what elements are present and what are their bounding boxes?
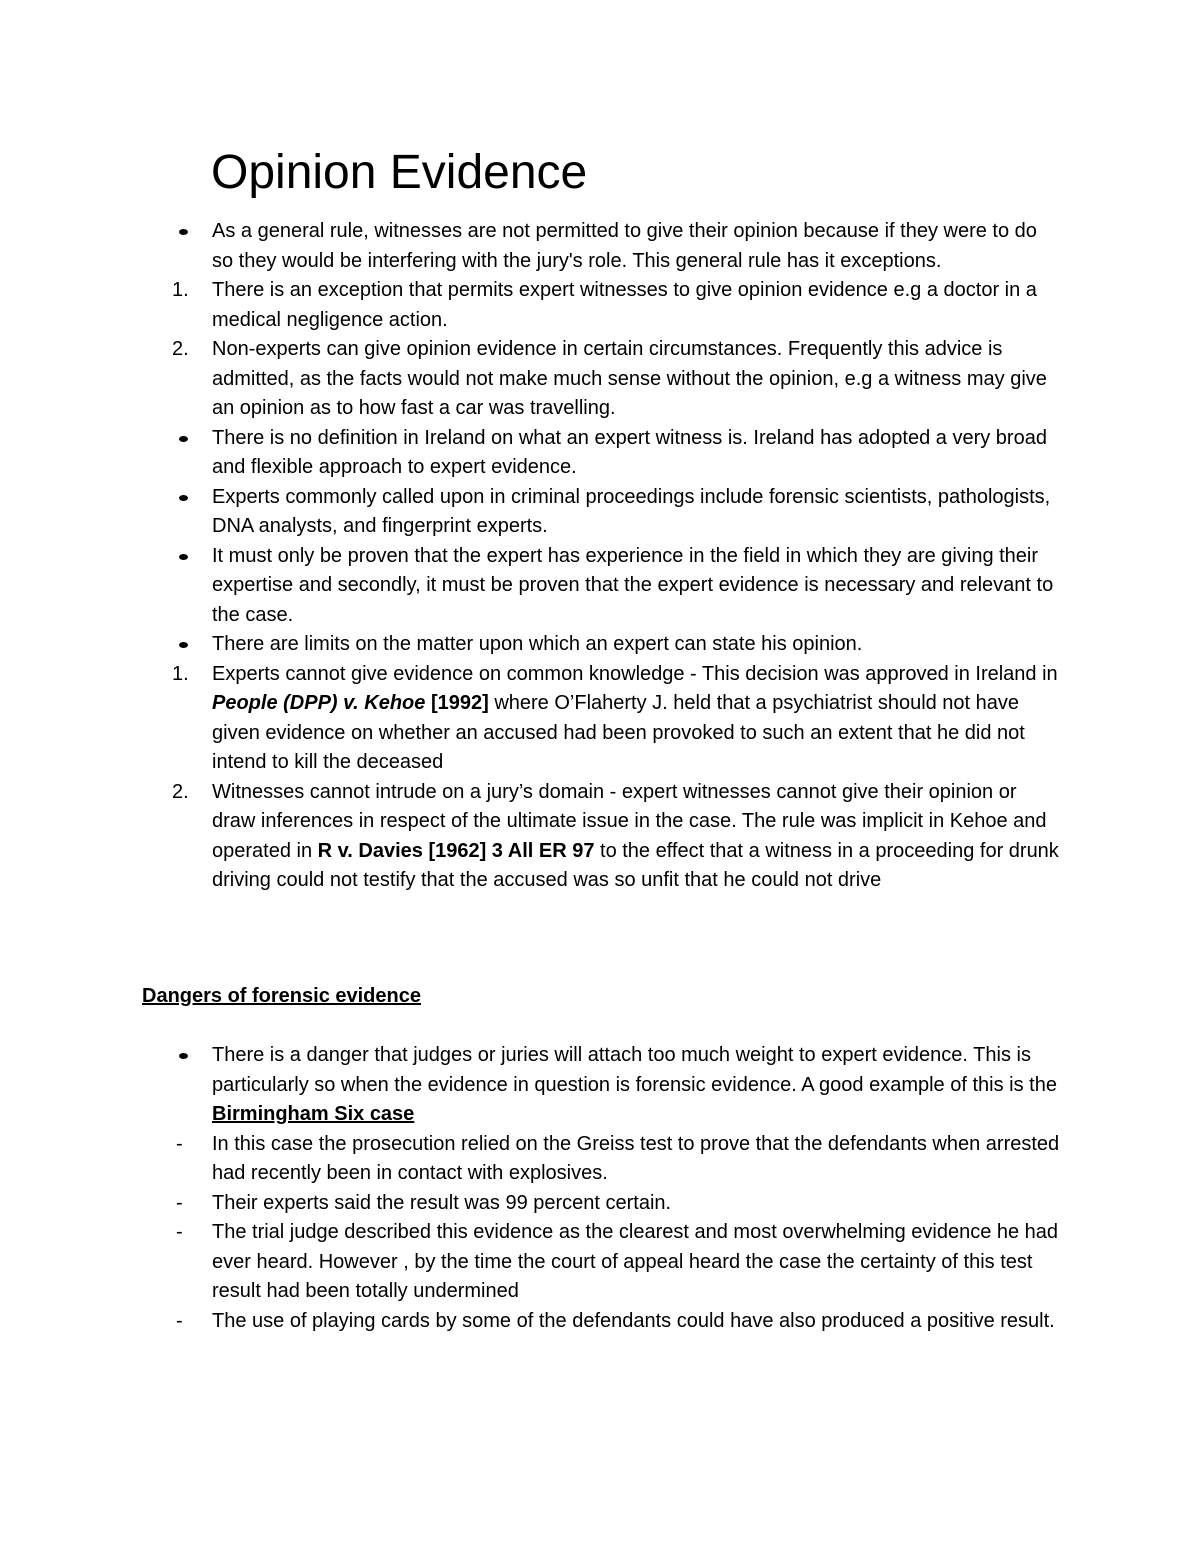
list-item-text: Experts cannot give evidence on common knowledge - This decision was approved in Ireland in [212, 662, 1058, 685]
forensic-dangers-list [0, 1041, 1200, 1336]
list-item-text: The use of playing cards by some of the defendants could have also produced a positive result. [212, 1309, 1055, 1332]
dash-marker: - [176, 1309, 183, 1332]
dash-marker: - [176, 1191, 183, 1214]
list-item [0, 1189, 1060, 1219]
list-item-kehoe [0, 660, 1060, 778]
list-item-text: Their experts said the result was 99 percent certain. [212, 1191, 672, 1214]
case-year-kehoe: [1992] [425, 692, 489, 714]
page-title: Opinion Evidence [211, 146, 588, 199]
list-number: 1. [172, 279, 189, 301]
list-item-text: In this case the prosecution relied on the Greiss test to prove that the defendants when arrested had recently been in contact with explosives. [212, 1132, 1060, 1184]
list-item-text: Witnesses cannot intrude on a jury’s domain - expert witnesses cannot give their opinion or draw inferences in respect of the ultimate issue in the case. The rule was implicit in Kehoe and operated in [212, 780, 1047, 862]
list-number: 2. [172, 780, 189, 803]
list-item-text: As a general rule, witnesses are not permitted to give their opinion because if they were to do so they would be interfering with the jury's role. This general rule has it exceptions. [212, 220, 1037, 272]
list-item [0, 542, 1060, 631]
list-item [0, 630, 1060, 660]
case-citation-davies: R v. Davies [1962] 3 All ER 97 [317, 839, 595, 862]
list-item [0, 1041, 1060, 1130]
list-item-text: There is an exception that permits expert witnesses to give opinion evidence e.g a doctor in a medical negligence action. [212, 279, 1037, 331]
list-item-text: There are limits on the matter upon which an expert can state his opinion. [212, 633, 863, 655]
list-item-text: where O’Flaherty J. held that a psychiatrist should not have given evidence on whether an accused had been provoked to such an extent that he did not intend to kill the deceased [212, 692, 1025, 773]
list-number: 1. [172, 662, 189, 685]
list-item [0, 1218, 1060, 1307]
list-item-text: The trial judge described this evidence as the clearest and most overwhelming evidence he had ever heard. However , by the time the court of appeal heard the case the certainty of this test result had been totally undermined [212, 1221, 1059, 1302]
list-number: 2. [172, 338, 189, 360]
opinion-evidence-list [0, 217, 1200, 896]
list-item-text: There is no definition in Ireland on what an expert witness is. Ireland has adopted a very broad and flexible approach to expert evidence. [212, 426, 1047, 478]
dash-marker: - [176, 1221, 183, 1243]
list-item [0, 335, 1060, 424]
list-item-text: to the effect that a witness in a proceeding for drunk driving could not testify that the accused was so unfit that he could not drive [212, 839, 1059, 891]
list-item [0, 1130, 1060, 1189]
section-heading: Dangers of forensic evidence [142, 985, 421, 1007]
list-item [0, 1307, 1060, 1337]
list-item-text: It must only be proven that the expert has experience in the field in which they are giving their expertise and secondly, it must be proven that the expert evidence is necessary and relevant to the case. [212, 544, 1054, 626]
list-item [0, 276, 1060, 335]
list-item-text: Experts commonly called upon in criminal proceedings include forensic scientists, pathologists, DNA analysts, and fingerprint experts. [212, 485, 1051, 537]
list-item [0, 217, 1060, 276]
case-name-kehoe: People (DPP) v. Kehoe [212, 692, 426, 714]
birmingham-six-link[interactable]: Birmingham Six case [212, 1103, 415, 1125]
list-item-text: There is a danger that judges or juries will attach too much weight to expert evidence. This is particularly so when the evidence in question is forensic evidence. A good example of this is the [212, 1044, 1057, 1096]
list-item [0, 424, 1060, 483]
list-item-text: Non-experts can give opinion evidence in certain circumstances. Frequently this advice is admitted, as the facts would not make much sense without the opinion, e.g a witness may give an opinion as to how fast a car was travelling. [212, 338, 1047, 419]
dash-marker: - [176, 1132, 183, 1155]
list-item [0, 483, 1060, 542]
list-item-davies [0, 778, 1060, 896]
